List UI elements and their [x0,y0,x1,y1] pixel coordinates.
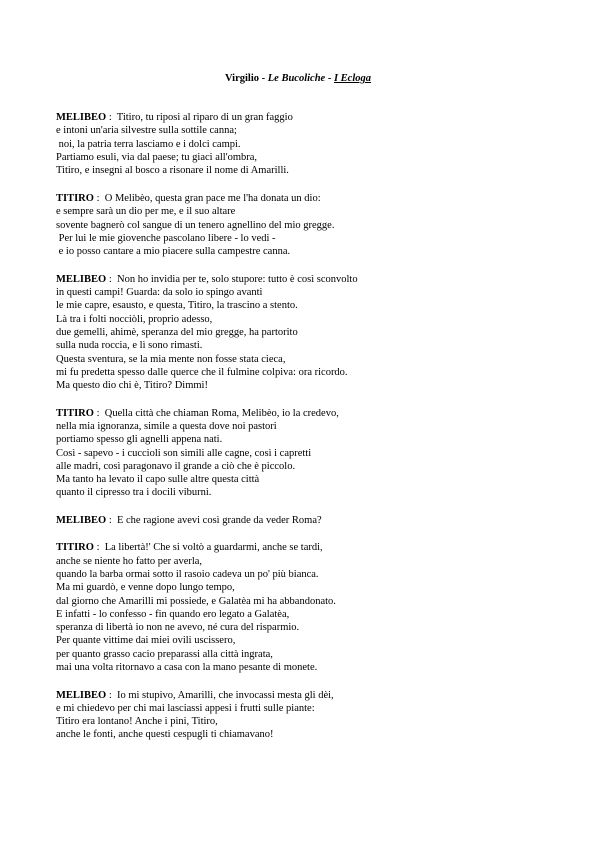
verse-line [56,111,576,124]
verse-line [56,151,576,164]
verse-line [56,339,576,352]
verse-line [56,138,576,151]
speaker-name: MELIBEO [56,514,107,526]
verse-text: Così - sapevo - i cuccioli son simili alle cagne, così i capretti [56,447,312,459]
verse-line [56,514,576,527]
verse-line [56,621,576,634]
verse-text: : E che ragione avevi così grande da veder Roma? [106,514,322,526]
verse-text: quando la barba ormai sotto il rasoio cadeva un po' più bianca. [56,568,319,580]
verse-text: noi, la patria terra lasciamo e i dolci campi. [56,138,241,150]
verse-text: e io posso cantare a mio piacere sulla campestre canna. [56,246,291,258]
verse-line [56,486,576,499]
verse-line [56,192,576,205]
document-title [0,73,596,84]
verse-line [56,353,576,366]
verse-line [56,232,576,245]
verse-text: : O Melibèo, questa gran pace me l'ha donata un dio: [93,193,321,205]
stanza [56,273,576,393]
verse-text: Ma mi guardò, e venne dopo lungo tempo, [56,582,235,594]
verse-text: e intoni un'aria silvestre sulla sottile canna; [56,125,237,137]
verse-line [56,715,576,728]
verse-line [56,608,576,621]
speaker-name: TITIRO [56,193,94,205]
verse-text: Partiamo esuli, via dal paese; tu giaci all'ombra, [56,151,258,163]
verse-text: E infatti - lo confesso - fin quando ero legato a Galatèa, [56,608,290,620]
verse-text: Titiro, e insegni al bosco a risonare il nome di Amarilli. [56,165,289,177]
verse-text: Ma tanto ha levato il capo sulle altre questa città [56,474,260,486]
verse-text: e mi chiedevo per chi mai lasciassi appesi i frutti sulle piante: [56,702,315,714]
verse-text: mai una volta ritornavo a casa con la mano pesante di monete. [56,662,318,674]
verse-line [56,366,576,379]
verse-text: sulla nuda roccia, e lì sono rimasti. [56,340,203,352]
verse-line [56,205,576,218]
verse-line [56,407,576,420]
title-section: I Ecloga [333,73,372,84]
verse-text: Ma questo dio chi è, Titiro? Dimmi! [56,380,208,392]
stanza [56,407,576,500]
verse-text: anche le fonti, anche questi cespugli ti chiamavano! [56,729,274,741]
verse-text: dal giorno che Amarilli mi possiede, e Galatèa mi ha abbandonato. [56,595,336,607]
title-separator: - [259,73,268,84]
verse-line [56,661,576,674]
verse-text: : Non ho invidia per te, solo stupore: tutto è così sconvolto [106,273,358,285]
verse-line [56,634,576,647]
verse-text: : La libertà!' Che si voltò a guardarmi, anche se tardi, [93,542,323,554]
speaker-name: MELIBEO [56,112,107,123]
verse-text: alle madri, così paragonavo il grande a ciò che è piccolo. [56,460,296,472]
verse-text: le mie capre, esausto, e questa, Titiro, la trascino a stento. [56,300,298,312]
verse-text: anche se niente ho fatto per averla, [56,555,203,567]
verse-text: : Io mi stupivo, Amarilli, che invocassi mesta gli dèi, [106,689,334,701]
verse-text: Per quante vittime dai miei ovili uscissero, [56,635,236,647]
verse-line [56,689,576,702]
verse-line [56,555,576,568]
speaker-name: MELIBEO [56,273,107,285]
verse-line [56,326,576,339]
stanza [56,689,576,742]
verse-line [56,245,576,258]
verse-line [56,460,576,473]
verse-text: Questa sventura, se la mia mente non fosse stata cieca, [56,353,286,365]
verse-text: : Quella città che chiaman Roma, Melibèo, io la credevo, [93,407,339,419]
verse-line [56,420,576,433]
verse-line [56,313,576,326]
verse-line [56,433,576,446]
stanza [56,192,576,258]
poem-body [56,111,576,756]
verse-text: e sempre sarà un dio per me, e il suo altare [56,206,236,218]
verse-line [56,648,576,661]
speaker-name: TITIRO [56,542,94,554]
verse-text: Titiro era lontano! Anche i pini, Titiro, [56,716,218,728]
title-work: Le Bucoliche [267,73,326,84]
verse-text: Per lui le mie giovenche pascolano libere - lo vedi - [56,232,276,244]
verse-text: in questi campi! Guarda: da solo io spingo avanti [56,287,263,299]
verse-line [56,299,576,312]
verse-line [56,447,576,460]
verse-line [56,728,576,741]
verse-text: quanto il cipresso tra i docili viburni. [56,487,212,499]
verse-line [56,286,576,299]
verse-text: portiamo spesso gli agnelli appena nati. [56,434,223,446]
verse-line [56,124,576,137]
verse-line [56,379,576,392]
verse-line [56,581,576,594]
verse-text: Là tra i folti nocciòli, proprio adesso, [56,313,213,325]
verse-line [56,219,576,232]
verse-text: mi fu predetta spesso dalle querce che il fulmine colpiva: ora ricordo. [56,366,348,378]
verse-text: due gemelli, ahimè, speranza del mio gregge, ha partorito [56,326,298,338]
speaker-name: TITIRO [56,407,94,419]
verse-text: nella mia ignoranza, simile a questa dove noi pastori [56,420,277,432]
verse-line [56,164,576,177]
verse-line [56,702,576,715]
verse-line [56,273,576,286]
verse-text: per quanto grasso cacio preparassi alla città ingrata, [56,648,273,660]
verse-text: sovente bagnerò col sangue di un tenero agnellino del mio gregge. [56,219,335,231]
title-separator: - [325,73,334,84]
verse-line [56,541,576,554]
title-author: Virgilio [224,73,260,84]
verse-text: speranza di libertà io non ne avevo, né cura del risparmio. [56,622,300,634]
verse-line [56,568,576,581]
speaker-name: MELIBEO [56,689,107,701]
stanza [56,111,576,177]
verse-line [56,473,576,486]
verse-line [56,595,576,608]
stanza [56,541,576,674]
verse-text: : Titiro, tu riposi al riparo di un gran faggio [106,112,293,123]
stanza [56,514,576,527]
